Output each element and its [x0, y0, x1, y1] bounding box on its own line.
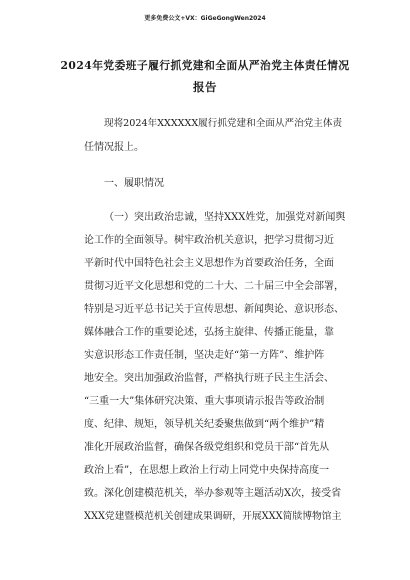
body-paragraph-line: 度、纪律、规矩，领导机关纪委聚焦做到“两个维护”精	[84, 419, 325, 430]
body-paragraph-line: 论工作的全面领导。树牢政治机关意识，把学习贯彻习近	[84, 235, 334, 246]
intro-paragraph-line: 现将2024年XXXXXX履行抓党建和全面从严治党主体责	[104, 118, 343, 129]
header-note: 更多免费公文+VX：GiGeGongWen2024	[144, 15, 266, 22]
body-paragraph-line: 政治上看”，在思想上政治上行动上同党中央保持高度一	[84, 465, 330, 476]
body-paragraph-line: 准化开展政治监督，确保各级党组织和党员干部“首先从	[84, 442, 330, 453]
document-title-continued: 报告	[193, 80, 217, 94]
body-paragraph-line: 地安全。突出加强政治监督，严格执行班子民主生活会、	[84, 373, 334, 384]
section-heading: 一、履职情况	[104, 178, 164, 189]
body-paragraph-line: 媒体融合工作的重要论述，弘扬主旋律、传播正能量，靠	[84, 327, 334, 338]
body-paragraph-line: 贯彻习近平文化思想和党的二十大、二十届三中全会部署，	[84, 281, 344, 292]
body-paragraph-line: 致。深化创建模范机关，举办参观等主题活动X次，接受省	[84, 488, 342, 499]
body-paragraph-line: 实意识形态工作责任制，坚决走好“第一方阵”、维护阵	[84, 350, 325, 361]
body-paragraph-line: 特别是习近平总书记关于宣传思想、新闻舆论、意识形态、	[84, 304, 344, 315]
body-paragraph-line: （一）突出政治忠诚，坚持XXX姓党，加强党对新闻舆	[104, 212, 346, 223]
body-paragraph-line: 平新时代中国特色社会主义思想作为首要政治任务，全面	[84, 258, 334, 269]
body-paragraph-line: XXX党建暨模范机关创建成果调研，开展XXX简牍博物馆主	[84, 511, 342, 522]
body-paragraph-line: “三重一大”集体研究决策、重大事项请示报告等政治制	[84, 396, 325, 407]
document-title: 2024年党委班子履行抓党建和全面从严治党主体责任情况	[60, 59, 350, 72]
intro-paragraph-line: 任情况报上。	[84, 142, 144, 153]
